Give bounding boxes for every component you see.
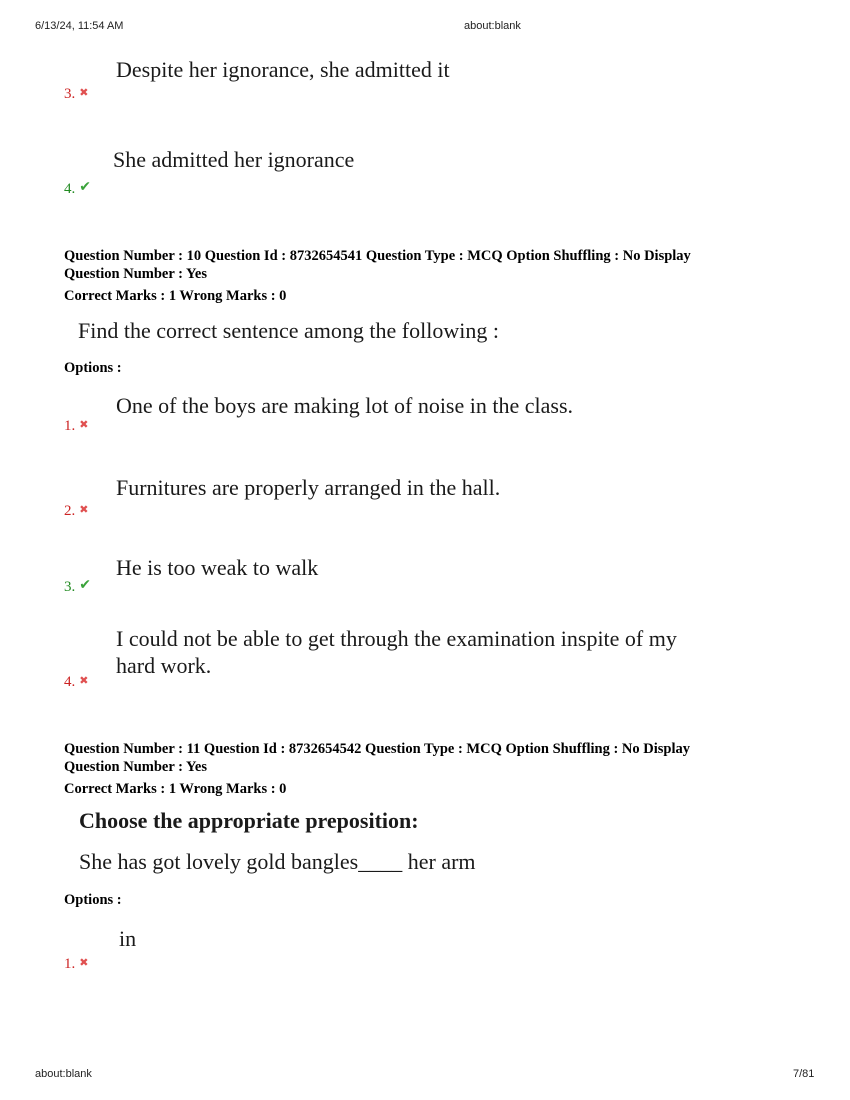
cross-icon: ✖ [79, 674, 89, 687]
option-number: 2. ✖ [64, 503, 89, 519]
option-text: One of the boys are making lot of noise in the class. [116, 393, 574, 418]
option-number: 1. ✖ [64, 956, 89, 972]
cross-icon: ✖ [79, 418, 89, 431]
option-number: 3. ✔ [64, 577, 91, 595]
question-instruction: Choose the appropriate preposition: [79, 808, 419, 833]
cross-icon: ✖ [79, 86, 89, 99]
option-text-cont: hard work. [116, 653, 212, 678]
question-meta-cont: Question Number : Yes [64, 759, 207, 775]
option-number: 3. ✖ [64, 86, 89, 102]
question-meta-cont: Question Number : Yes [64, 266, 207, 282]
cross-icon: ✖ [79, 503, 89, 516]
option-number: 4. ✔ [64, 179, 91, 197]
cross-icon: ✖ [79, 956, 89, 969]
option-text: I could not be able to get through the examination inspite of my [116, 626, 677, 651]
question-meta: Question Number : 11 Question Id : 8732654542 Question Type : MCQ Option Shuffling : No Display [64, 741, 690, 757]
option-text: Despite her ignorance, she admitted it [116, 57, 450, 82]
question-marks: Correct Marks : 1 Wrong Marks : 0 [64, 288, 287, 304]
option-text: in [119, 926, 137, 951]
option-number: 4. ✖ [64, 674, 89, 690]
print-title: about:blank [464, 20, 521, 32]
question-marks: Correct Marks : 1 Wrong Marks : 0 [64, 781, 287, 797]
page-number: 7/81 [793, 1068, 815, 1080]
option-text: He is too weak to walk [116, 555, 319, 580]
check-icon: ✔ [79, 179, 91, 195]
option-number: 1. ✖ [64, 418, 89, 434]
check-icon: ✔ [79, 577, 91, 593]
question-meta: Question Number : 10 Question Id : 8732654541 Question Type : MCQ Option Shuffling : No Display [64, 248, 691, 264]
option-text: She admitted her ignorance [113, 147, 355, 172]
options-label: Options : [64, 360, 122, 376]
print-datetime: 6/13/24, 11:54 AM [35, 20, 124, 32]
question-text: She has got lovely gold bangles____ her arm [79, 849, 476, 874]
question-text: Find the correct sentence among the following : [78, 318, 499, 343]
options-label: Options : [64, 892, 122, 908]
print-footer-url: about:blank [35, 1068, 92, 1080]
option-text: Furnitures are properly arranged in the hall. [116, 475, 501, 500]
